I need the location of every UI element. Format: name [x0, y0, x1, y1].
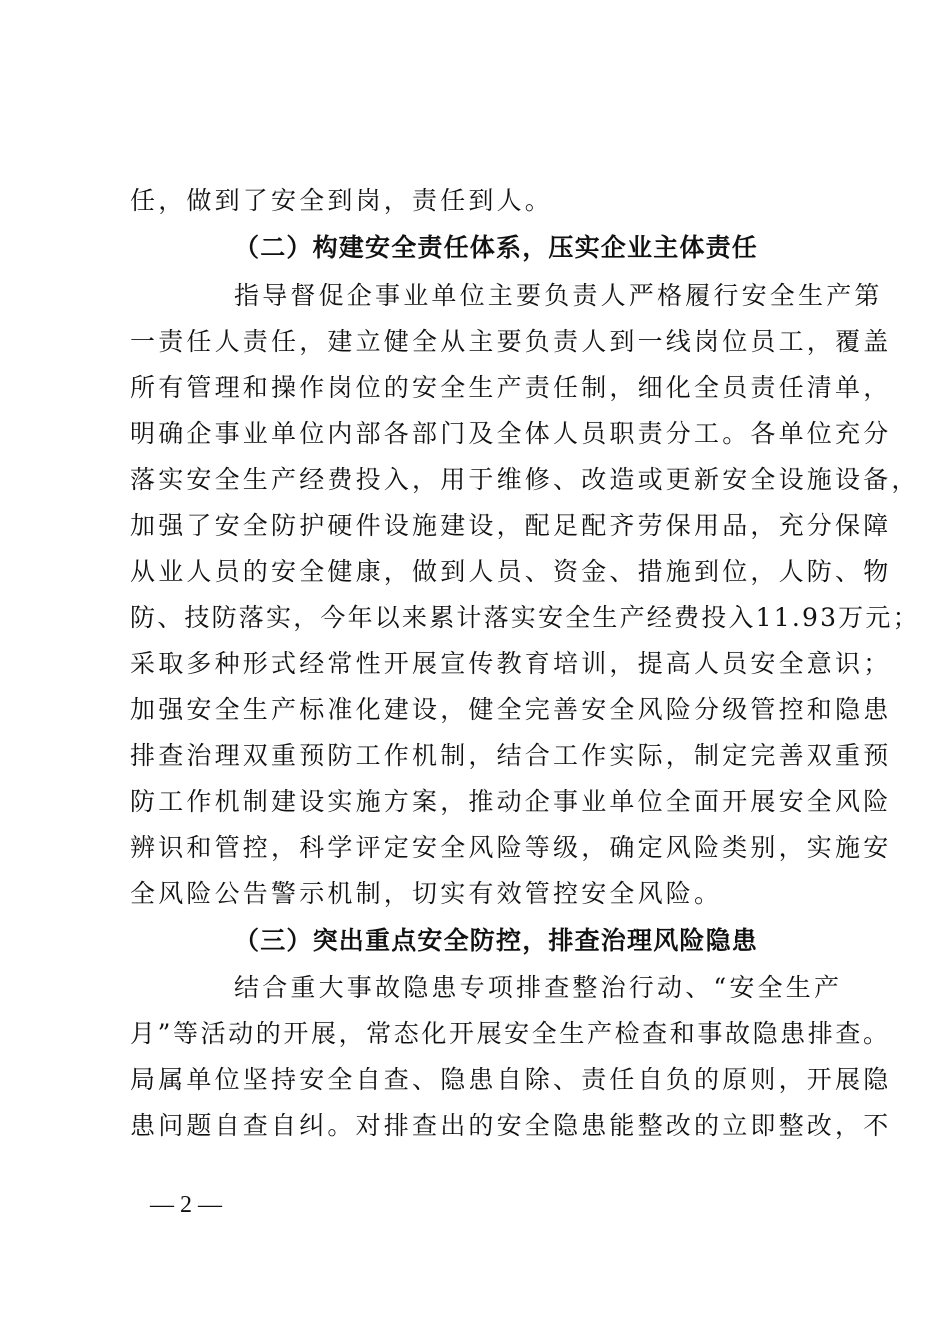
paragraph-line: 任，做到了安全到岗，责任到人。: [130, 186, 554, 215]
paragraph-line: 采取多种形式经常性开展宣传教育培训，提高人员安全意识；: [130, 649, 892, 678]
page-number: — 2 —: [150, 1192, 222, 1218]
paragraph-line: 结合重大事故隐患专项排查整治行动、“安全生产: [234, 973, 843, 1002]
paragraph-line: 患问题自查自纠。对排查出的安全隐患能整改的立即整改，不: [130, 1111, 892, 1140]
paragraph-line: 指导督促企事业单位主要负责人严格履行安全生产第: [234, 281, 883, 310]
paragraph-line: 防、技防落实，今年以来累计落实安全生产经费投入11.93万元；: [130, 603, 920, 632]
paragraph-line: 月”等活动的开展，常态化开展安全生产检查和事故隐患排查。: [130, 1019, 891, 1048]
paragraph-line: 全风险公告警示机制，切实有效管控安全风险。: [130, 879, 723, 908]
paragraph-line: 辨识和管控，科学评定安全风险等级，确定风险类别，实施安: [130, 833, 892, 862]
paragraph-line: 一责任人责任，建立健全从主要负责人到一线岗位员工，覆盖: [130, 327, 892, 356]
section-heading-3: （三）突出重点安全防控，排查治理风险隐患: [234, 926, 759, 955]
paragraph-line: 局属单位坚持安全自查、隐患自除、责任自负的原则，开展隐: [130, 1065, 892, 1094]
section-heading-2: （二）构建安全责任体系，压实企业主体责任: [234, 233, 759, 262]
paragraph-line: 防工作机制建设实施方案，推动企事业单位全面开展安全风险: [130, 787, 892, 816]
paragraph-line: 所有管理和操作岗位的安全生产责任制，细化全员责任清单，: [130, 373, 892, 402]
paragraph-line: 从业人员的安全健康，做到人员、资金、措施到位，人防、物: [130, 557, 892, 586]
paragraph-line: 排查治理双重预防工作机制，结合工作实际，制定完善双重预: [130, 741, 892, 770]
paragraph-line: 加强了安全防护硬件设施建设，配足配齐劳保用品，充分保障: [130, 511, 892, 540]
paragraph-line: 落实安全生产经费投入，用于维修、改造或更新安全设施设备，: [130, 465, 920, 494]
paragraph-line: 明确企事业单位内部各部门及全体人员职责分工。各单位充分: [130, 419, 892, 448]
paragraph-line: 加强安全生产标准化建设，健全完善安全风险分级管控和隐患: [130, 695, 892, 724]
